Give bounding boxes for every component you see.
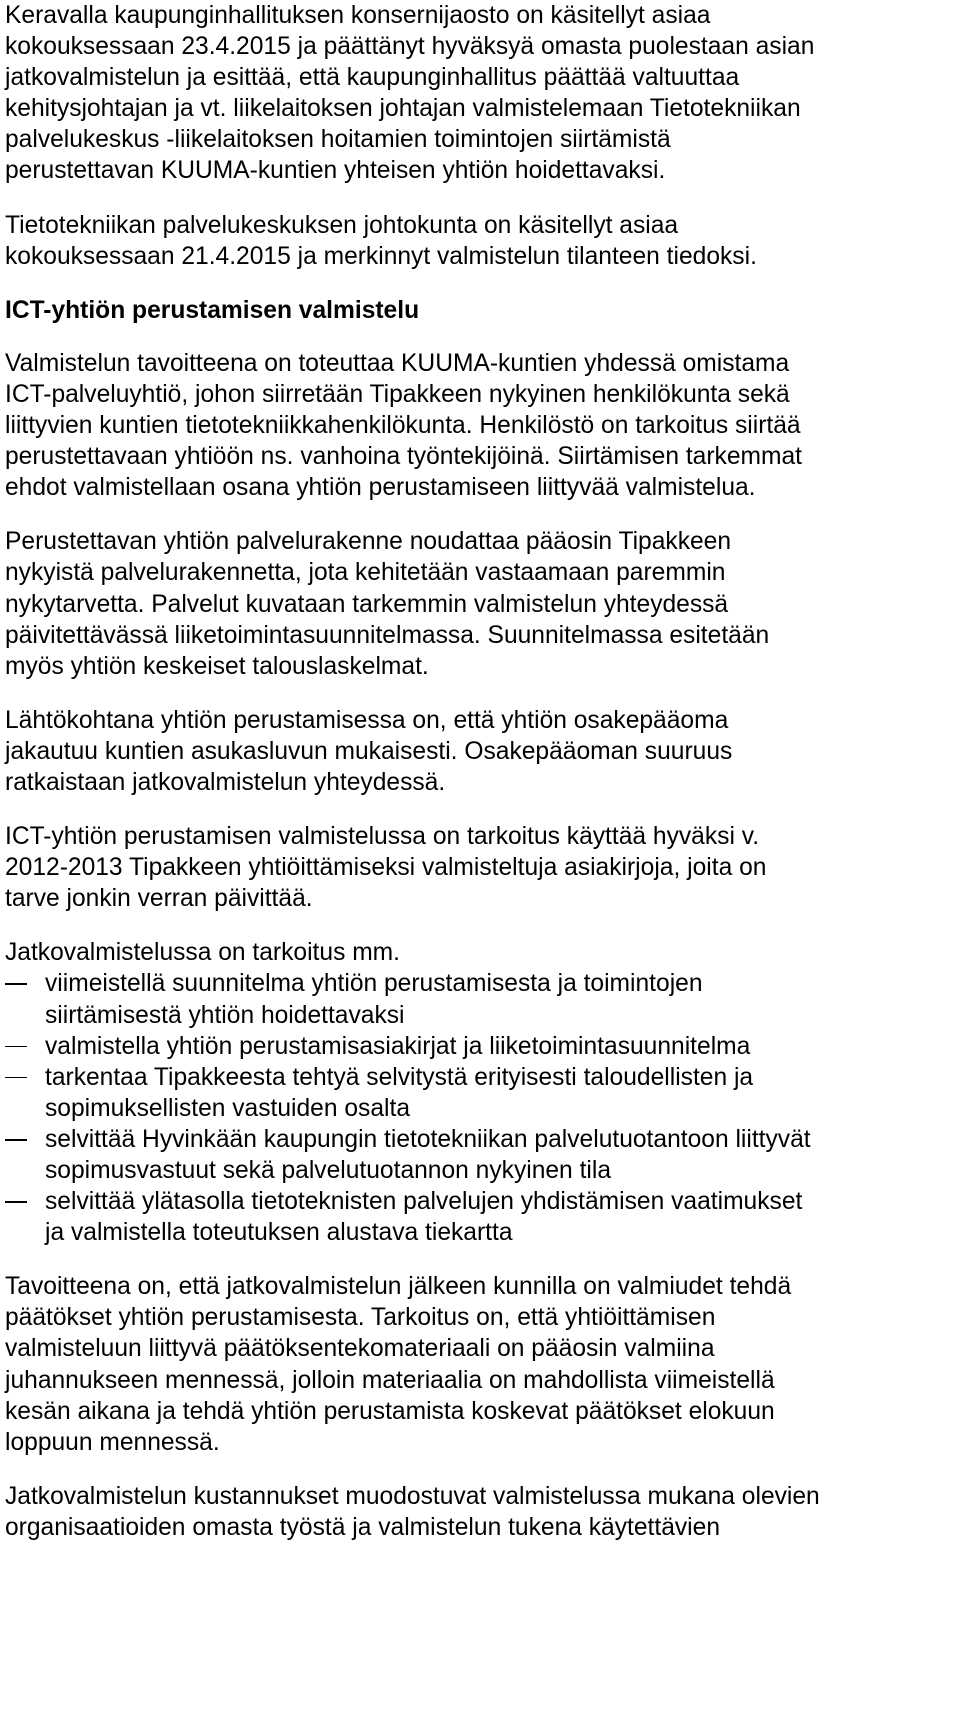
task-list: [5, 968, 955, 1248]
list-intro: [5, 937, 955, 968]
text-line: Valmistelun tavoitteena on toteuttaa KUUMA-kuntien yhdessä omistama: [5, 349, 790, 377]
text-line: selvittää Hyvinkään kaupungin tietotekniikan palvelutuotantoon liittyvät: [45, 1125, 811, 1153]
text-line: Jatkovalmistelun kustannukset muodostuvat valmistelussa mukana olevien: [5, 1482, 820, 1510]
paragraph-johtokunta: [5, 210, 955, 272]
text-line: sopimuksellisten vastuiden osalta: [45, 1094, 411, 1122]
text-line: juhannukseen mennessä, jolloin materiaalia on mahdollista viimeistellä: [5, 1366, 775, 1394]
text-line: jatkovalmistelun ja esittää, että kaupunginhallitus päättää valtuuttaa: [5, 64, 740, 92]
dash-bullet-icon: [5, 983, 27, 985]
text-line: Tavoitteena on, että jatkovalmistelun jälkeen kunnilla on valmiudet tehdä: [5, 1273, 792, 1301]
text-line: tarkentaa Tipakkeesta tehtyä selvitystä erityisesti taloudellisten ja: [45, 1063, 754, 1091]
dash-bullet-icon: [5, 1139, 27, 1141]
text-line: päätökset yhtiön perustamisesta. Tarkoitus on, että yhtiöittämisen: [5, 1304, 716, 1332]
text-line: loppuun mennessä.: [5, 1428, 220, 1456]
list-item: [5, 968, 955, 1030]
paragraph-kustannukset: [5, 1481, 955, 1543]
text-line: ehdot valmistellaan osana yhtiön perustamiseen liittyvää valmistelua.: [5, 474, 756, 502]
paragraph-palvelurakenne: [5, 526, 955, 681]
dash-bullet-icon: [5, 1201, 27, 1203]
document-page: [5, 0, 955, 1543]
text-line: Keravalla kaupunginhallituksen konsernijaosto on käsitellyt asiaa: [5, 2, 711, 29]
text-line: siirtämisestä yhtiön hoidettavaksi: [45, 1001, 405, 1029]
text-line: ja valmistella toteutuksen alustava tiekartta: [45, 1219, 513, 1247]
text-line: ratkaistaan jatkovalmistelun yhteydessä.: [5, 768, 446, 796]
text-line: perustettavaan yhtiöön ns. vanhoina työntekijöinä. Siirtämisen tarkemmat: [5, 443, 802, 471]
paragraph-tavoite: [5, 348, 955, 503]
text-line: myös yhtiön keskeiset talouslaskelmat.: [5, 652, 429, 680]
text-line: nykytarvetta. Palvelut kuvataan tarkemmin valmistelun yhteydessä: [5, 590, 729, 618]
list-item: [5, 1062, 955, 1124]
dash-bullet-icon: [5, 1046, 27, 1048]
heading-text: ICT-yhtiön perustamisen valmistelu: [5, 296, 420, 324]
text-line: Lähtökohtana yhtiön perustamisessa on, että yhtiön osakepääoma: [5, 706, 729, 734]
text-line: ICT-yhtiön perustamisen valmistelussa on tarkoitus käyttää hyväksi v.: [5, 823, 760, 851]
paragraph-osakepaaoma: [5, 705, 955, 798]
text-line: valmistella yhtiön perustamisasiakirjat ja liiketoimintasuunnitelma: [45, 1032, 751, 1060]
text-line: ICT-palveluyhtiö, johon siirretään Tipakkeen nykyinen henkilökunta sekä: [5, 380, 790, 408]
text-line: palvelukeskus -liikelaitoksen hoitamien toimintojen siirtämistä: [5, 126, 671, 154]
text-line: viimeistellä suunnitelma yhtiön perustamisesta ja toimintojen: [45, 970, 703, 998]
text-line: kesän aikana ja tehdä yhtiön perustamista koskevat päätökset elokuun: [5, 1397, 775, 1425]
text-line: valmisteluun liittyvä päätöksentekomateriaali on pääosin valmiina: [5, 1335, 715, 1363]
paragraph-konsernijaosto: [5, 0, 955, 187]
list-item: [5, 1124, 955, 1186]
text-line: sopimusvastuut sekä palvelutuotannon nykyinen tila: [45, 1157, 612, 1184]
paragraph-asiakirjat: [5, 821, 955, 914]
list-item: [5, 1031, 955, 1062]
dash-bullet-icon: [5, 1077, 27, 1079]
section-heading: [5, 295, 955, 326]
text-line: jakautuu kuntien asukasluvun mukaisesti. Osakepääoman suuruus: [5, 737, 733, 765]
text-line: tarve jonkin verran päivittää.: [5, 885, 313, 913]
text-line: Tietotekniikan palvelukeskuksen johtokunta on käsitellyt asiaa: [5, 211, 679, 239]
text-line: organisaatioiden omasta työstä ja valmistelun tukena käytettävien: [5, 1513, 720, 1541]
text-line: liittyvien kuntien tietotekniikkahenkilökunta. Henkilöstö on tarkoitus siirtää: [5, 412, 801, 440]
text-line: Jatkovalmistelussa on tarkoitus mm.: [5, 939, 401, 967]
text-line: päivitettävässä liiketoimintasuunnitelmassa. Suunnitelmassa esitetään: [5, 621, 770, 649]
text-line: selvittää ylätasolla tietoteknisten palvelujen yhdistämisen vaatimukset: [45, 1188, 803, 1216]
text-line: kokouksessaan 23.4.2015 ja päättänyt hyväksyä omasta puolestaan asian: [5, 33, 815, 61]
text-line: 2012-2013 Tipakkeen yhtiöittämiseksi valmisteltuja asiakirjoja, joita on: [5, 854, 767, 882]
paragraph-aikataulu: [5, 1271, 955, 1458]
text-line: perustettavan KUUMA-kuntien yhteisen yhtiön hoidettavaksi.: [5, 157, 666, 185]
text-line: nykyistä palvelurakennetta, jota kehitetään vastaamaan paremmin: [5, 559, 726, 587]
text-line: kokouksessaan 21.4.2015 ja merkinnyt valmistelun tilanteen tiedoksi.: [5, 242, 757, 270]
list-item: [5, 1186, 955, 1248]
text-line: Perustettavan yhtiön palvelurakenne noudattaa pääosin Tipakkeen: [5, 528, 732, 556]
text-line: kehitysjohtajan ja vt. liikelaitoksen johtajan valmistelemaan Tietotekniikan: [5, 95, 801, 123]
